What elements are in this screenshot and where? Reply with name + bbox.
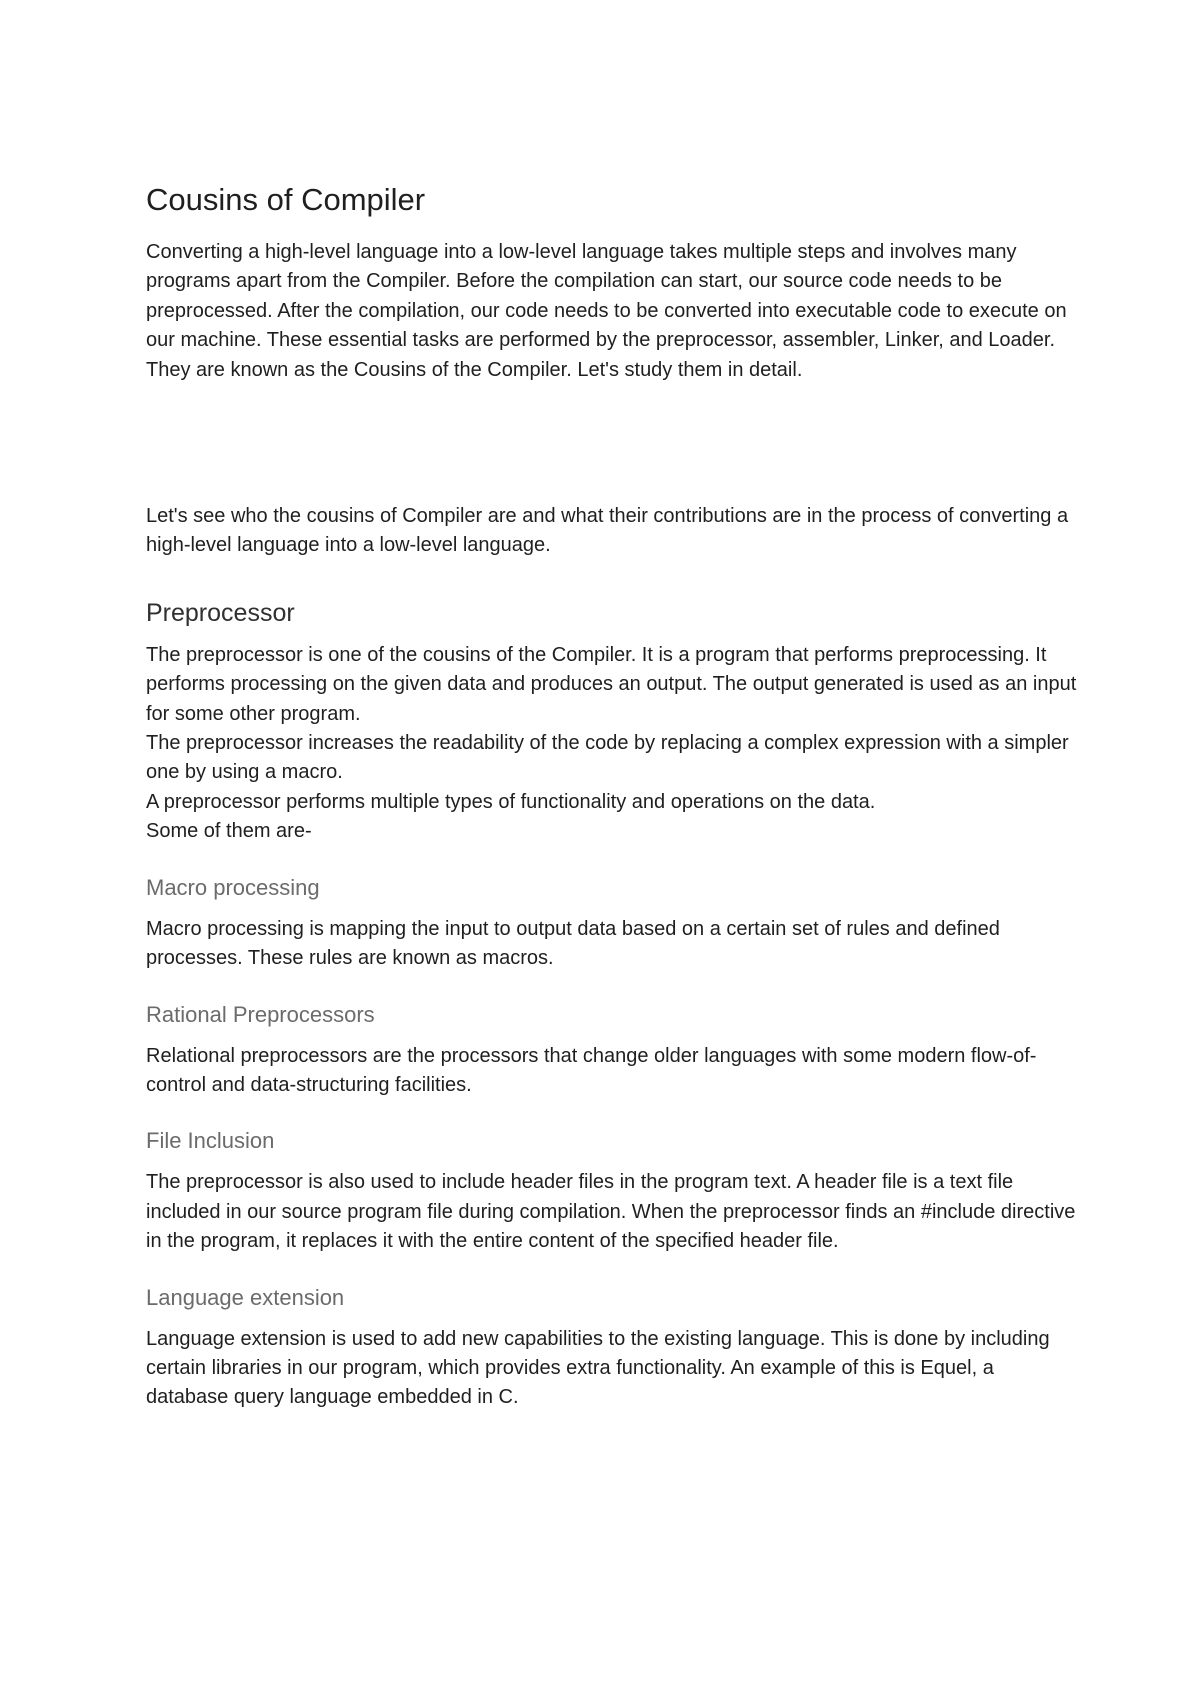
overview-paragraph: Let's see who the cousins of Compiler are and what their contributions are in the process of converting a high-level language into a low-level language. — [146, 505, 1069, 557]
section-body: Macro processing is mapping the input to output data based on a certain set of rules and defined processes. These rules are known as macros. — [146, 917, 1000, 970]
page-title: Cousins of Compiler — [146, 182, 426, 217]
preprocessor-line: The preprocessor increases the readability of the code by replacing a complex expression with a simpler one by using a macro. — [146, 732, 1069, 784]
section-macro-processing — [146, 873, 1080, 974]
section-heading: Rational Preprocessors — [146, 1001, 375, 1027]
blank-space — [146, 385, 1080, 502]
preprocessor-paragraph — [146, 641, 1080, 847]
section-file-inclusion — [146, 1126, 1080, 1256]
section-body: The preprocessor is also used to include header files in the program text. A header file is a text file included in our source program file during compilation. When the preprocessor finds an #include directive in the program, it replaces it with the entire content of the specified header file. — [146, 1171, 1076, 1253]
preprocessor-line: Some of them are- — [146, 820, 312, 843]
intro-paragraph: Converting a high-level language into a low-level language takes multiple steps and involves many programs apart from the Compiler. Before the compilation can start, our source code needs to be preprocessed. After the compilation, our code needs to be converted into executable code to execute on our machine. These essential tasks are performed by the preprocessor, assembler, Linker, and Loader. They are known as the Cousins of the Compiler. Let's study them in detail. — [146, 241, 1067, 381]
preprocessor-line: The preprocessor is one of the cousins of the Compiler. It is a program that performs preprocessing. It performs processing on the given data and produces an output. The output generated is used as an input for some other program. — [146, 643, 1077, 725]
preprocessor-line: A preprocessor performs multiple types of functionality and operations on the data. — [146, 790, 876, 813]
section-language-extension — [146, 1283, 1080, 1413]
section-heading: File Inclusion — [146, 1128, 275, 1154]
section-heading: Language extension — [146, 1284, 345, 1310]
section-heading: Macro processing — [146, 874, 320, 900]
preprocessor-heading: Preprocessor — [146, 598, 295, 627]
section-body: Language extension is used to add new capabilities to the existing language. This is done by including certain libraries in our program, which provides extra functionality. An example of this is Equel, a database query language embedded in C. — [146, 1327, 1050, 1409]
section-body: Relational preprocessors are the processors that change older languages with some modern flow-of-control and data-structuring facilities. — [146, 1044, 1037, 1096]
section-rational-preprocessors — [146, 1000, 1080, 1101]
